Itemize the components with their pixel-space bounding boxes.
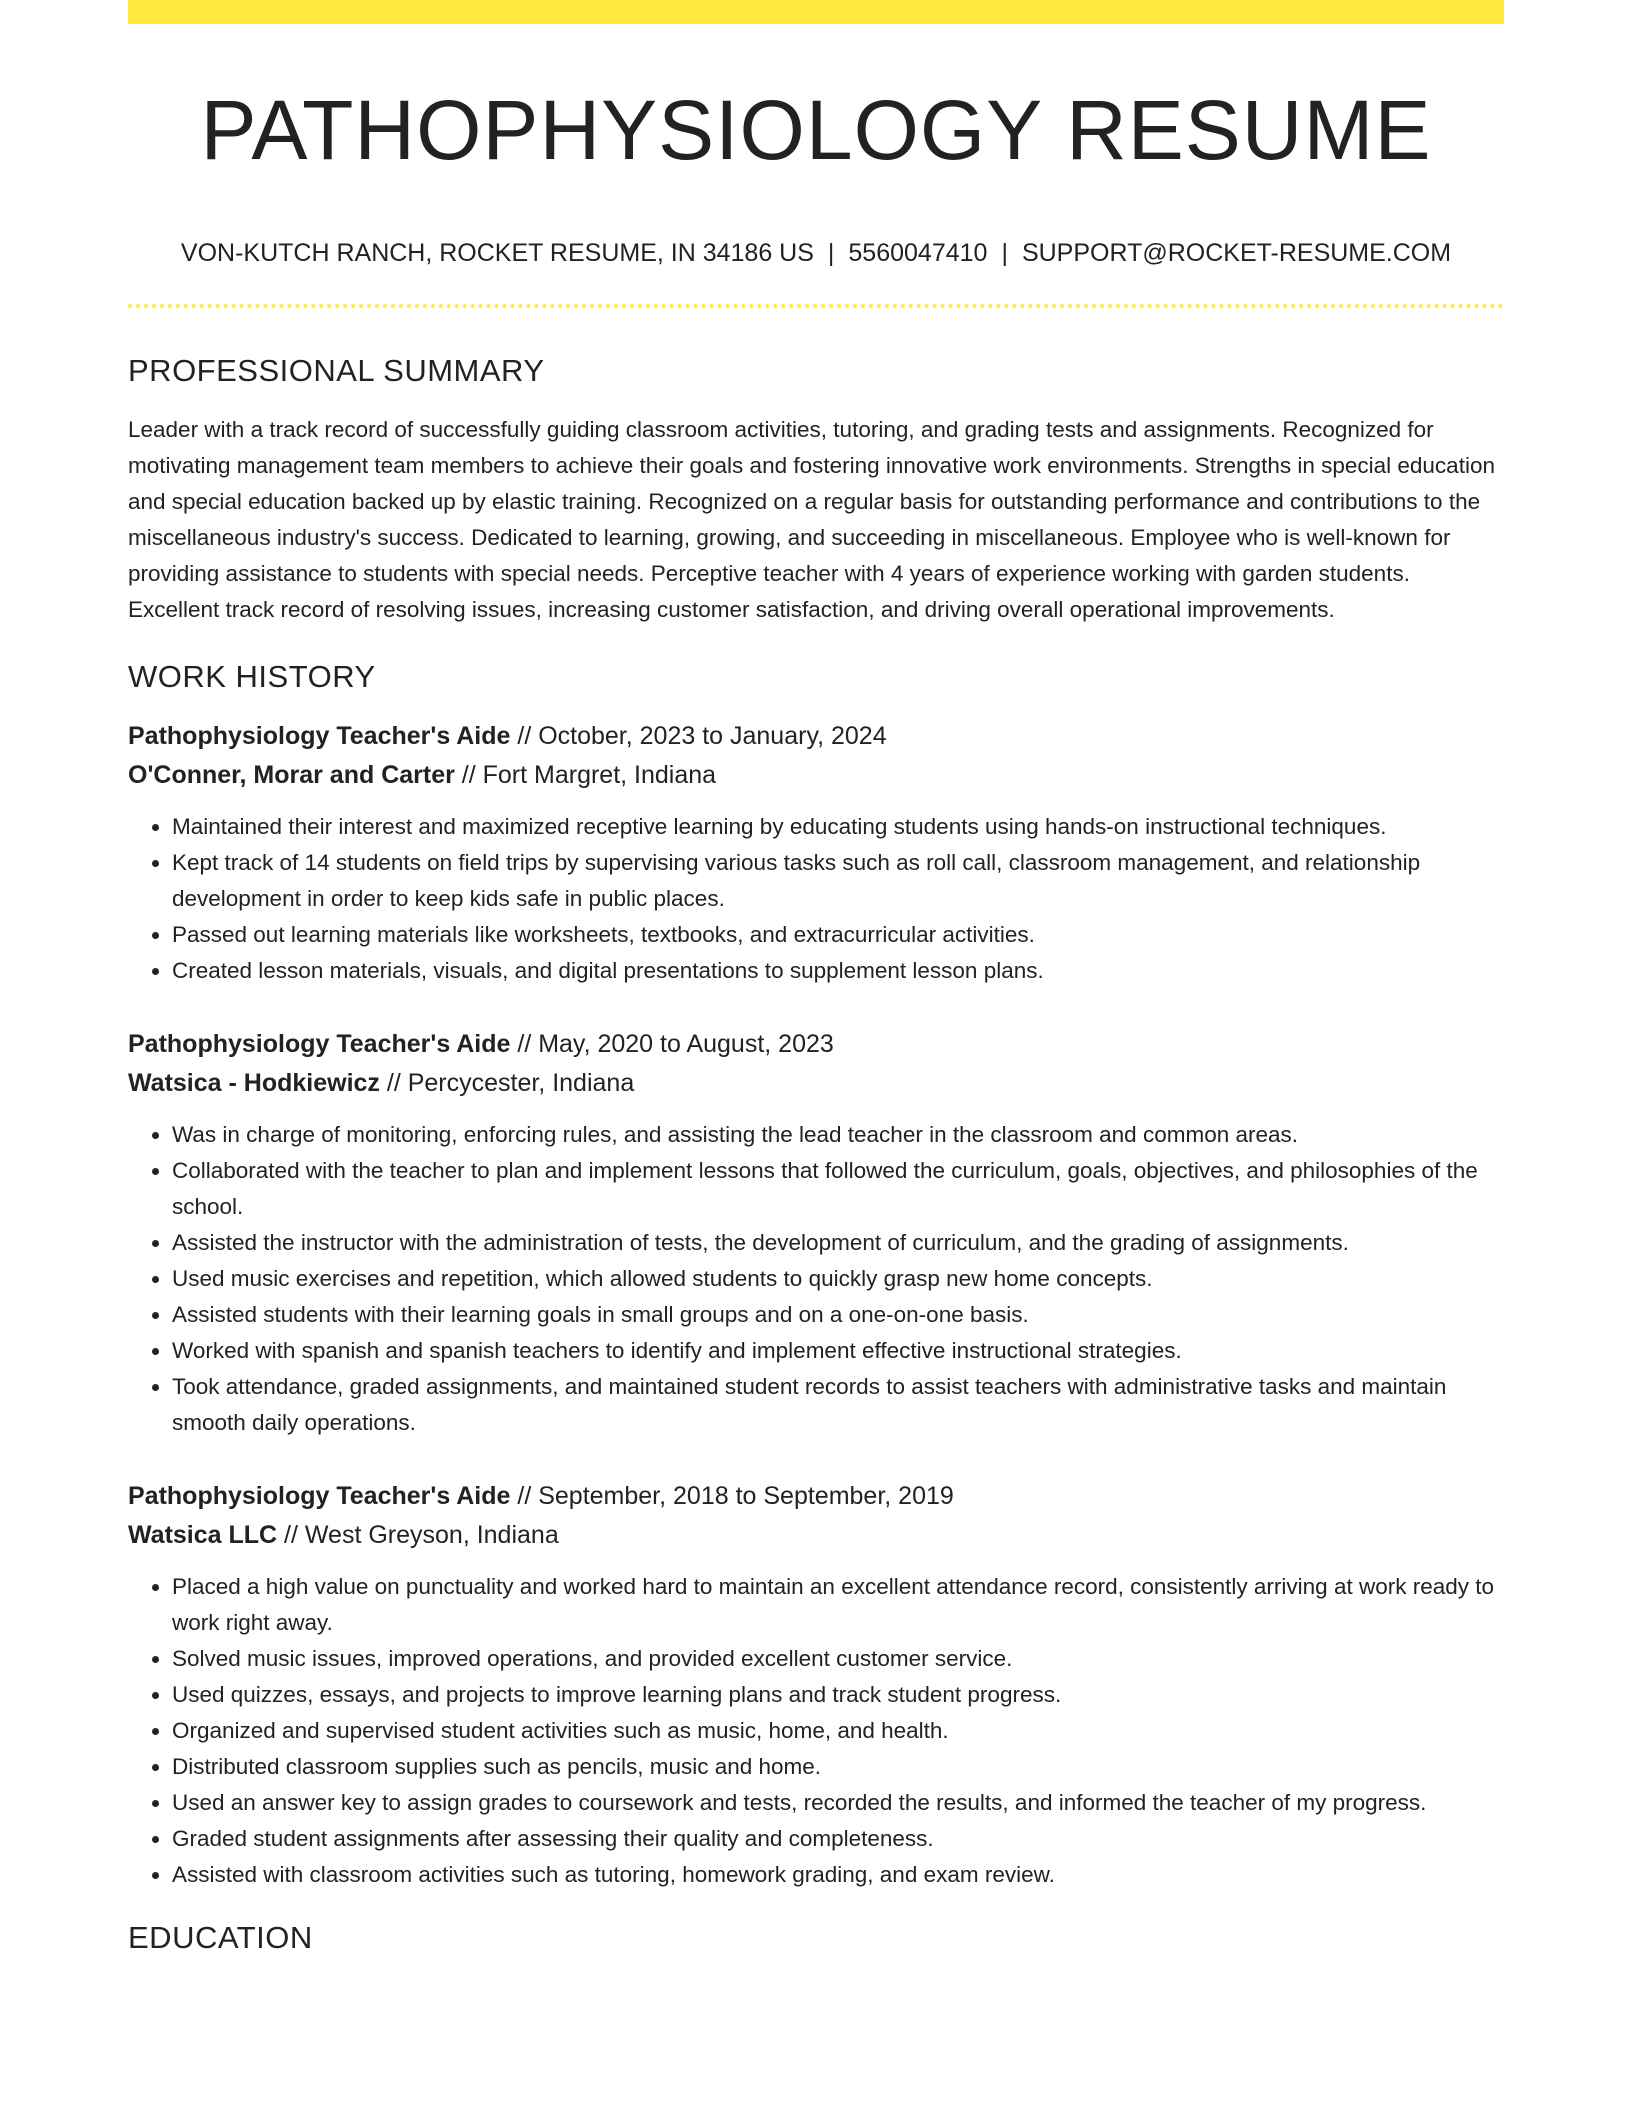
job-bullet: • Assisted the instructor with the administration of tests, the development of curriculum, and the grading of assignments. — [172, 1225, 1504, 1261]
job-bullet-list — [128, 809, 1504, 989]
job-title-line — [128, 1477, 1504, 1516]
job-bullet: • Distributed classroom supplies such as pencils, music and home. — [172, 1749, 1504, 1785]
job-bullet: • Used quizzes, essays, and projects to improve learning plans and track student progress. — [172, 1677, 1504, 1713]
job-bullet: • Used an answer key to assign grades to coursework and tests, recorded the results, and informed the teacher of my progress. — [172, 1785, 1504, 1821]
job-bullet: • Created lesson materials, visuals, and digital presentations to supplement lesson plans. — [172, 953, 1504, 989]
contact-email: SUPPORT@ROCKET-RESUME.COM — [1021, 239, 1452, 268]
job-dates: // September, 2018 to September, 2019 — [510, 1481, 954, 1510]
job-company: Watsica LLC — [128, 1520, 278, 1549]
summary-text: Leader with a track record of successfully guiding classroom activities, tutoring, and grading tests and assignments. Recognized for motivating management team members to achieve their goals and fostering innovative work environments. Strengths in special education and special education backed up by elastic training. Recognized on a regular basis for outstanding performance and contributions to the miscellaneous industry's success. Dedicated to learning, growing, and succeeding in miscellaneous. Employee who is well-known for providing assistance to students with special needs. Perceptive teacher with 4 years of experience working with garden students. Excellent track record of resolving issues, increasing customer satisfaction, and driving overall operational improvements. — [128, 416, 1495, 622]
resume-title: PATHOPHYSIOLOGY RESUME — [200, 83, 1432, 177]
job-title-line — [128, 717, 1504, 756]
job-entry — [128, 717, 1504, 989]
job-title-line — [128, 1025, 1504, 1064]
contact-separator: | — [1001, 239, 1008, 268]
job-bullet: • Maintained their interest and maximized receptive learning by educating students using hands-on instructional techniques. — [172, 809, 1504, 845]
job-bullet: • Used music exercises and repetition, which allowed students to quickly grasp new home concepts. — [172, 1261, 1504, 1297]
job-bullet: • Graded student assignments after assessing their quality and completeness. — [172, 1821, 1504, 1857]
job-company-line — [128, 756, 1504, 795]
job-bullet: • Organized and supervised student activities such as music, home, and health. — [172, 1713, 1504, 1749]
job-title: Pathophysiology Teacher's Aide — [128, 721, 511, 750]
job-company-line — [128, 1064, 1504, 1103]
job-bullet: • Passed out learning materials like worksheets, textbooks, and extracurricular activities. — [172, 917, 1504, 953]
job-bullet: • Took attendance, graded assignments, and maintained student records to assist teachers with administrative tasks and maintain smooth daily operations. — [172, 1369, 1504, 1441]
contact-address: VON-KUTCH RANCH, ROCKET RESUME, IN 34186 US — [180, 239, 814, 268]
job-company-line — [128, 1516, 1504, 1555]
contact-separator: | — [827, 239, 835, 268]
job-location: // Percycester, Indiana — [379, 1068, 635, 1097]
header-divider — [128, 304, 1504, 308]
work-history-list — [128, 717, 1504, 1893]
job-company: Watsica - Hodkiewicz — [128, 1068, 380, 1097]
job-title: Pathophysiology Teacher's Aide — [128, 1029, 511, 1058]
job-company: O'Conner, Morar and Carter — [128, 760, 455, 789]
section-heading-education: EDUCATION — [128, 1919, 313, 1955]
job-bullet: • Solved music issues, improved operations, and provided excellent customer service. — [172, 1641, 1504, 1677]
contact-phone: 5560047410 — [848, 239, 988, 268]
job-bullet: • Assisted with classroom activities such as tutoring, homework grading, and exam review. — [172, 1857, 1504, 1893]
job-dates: // October, 2023 to January, 2024 — [510, 721, 887, 750]
job-dates: // May, 2020 to August, 2023 — [510, 1029, 834, 1058]
job-bullet: • Was in charge of monitoring, enforcing rules, and assisting the lead teacher in the classroom and common areas. — [172, 1117, 1504, 1153]
job-title: Pathophysiology Teacher's Aide — [128, 1481, 511, 1510]
section-heading-work-history: WORK HISTORY — [128, 658, 376, 694]
job-bullet: • Assisted students with their learning goals in small groups and on a one-on-one basis. — [172, 1297, 1504, 1333]
job-entry — [128, 1477, 1504, 1893]
job-bullet: • Placed a high value on punctuality and worked hard to maintain an excellent attendance record, consistently arriving at work ready to work right away. — [172, 1569, 1504, 1641]
job-bullet-list — [128, 1117, 1504, 1441]
job-entry — [128, 1025, 1504, 1441]
resume-page — [128, 0, 1504, 1956]
job-bullet-list — [128, 1569, 1504, 1893]
section-heading-summary: PROFESSIONAL SUMMARY — [128, 353, 545, 389]
job-location: // Fort Margret, Indiana — [454, 760, 717, 789]
job-bullet: • Kept track of 14 students on field trips by supervising various tasks such as roll call, classroom management, and relationship development in order to keep kids safe in public places. — [172, 845, 1504, 917]
job-bullet: • Worked with spanish and spanish teachers to identify and implement effective instructional strategies. — [172, 1333, 1504, 1369]
job-location: // West Greyson, Indiana — [277, 1520, 559, 1549]
top-accent-bar — [128, 0, 1504, 24]
job-bullet: • Collaborated with the teacher to plan and implement lessons that followed the curriculum, goals, objectives, and philosophies of the school. — [172, 1153, 1504, 1225]
contact-line — [128, 238, 1504, 268]
